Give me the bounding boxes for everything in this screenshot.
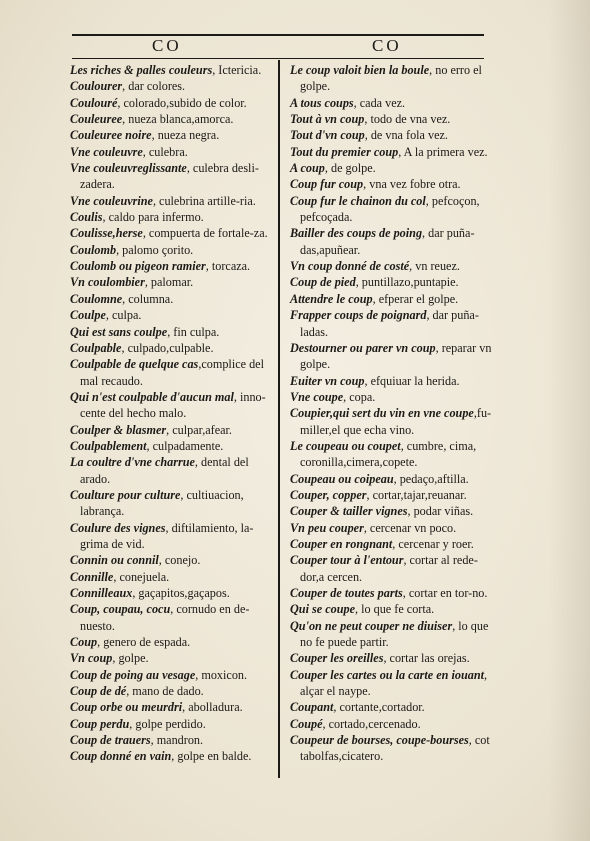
entry-gloss: , nueza blanca,amorca. (122, 112, 234, 127)
entry-headword: Attendre le coup (290, 291, 373, 306)
dictionary-entry (70, 209, 274, 225)
dictionary-entry (290, 536, 492, 552)
entry-gloss: , cercenar vn poco. (363, 520, 457, 535)
dictionary-entry (70, 634, 274, 650)
entry-headword: A tous coups (290, 95, 354, 110)
dictionary-entry (70, 160, 274, 193)
entry-gloss: , dar puña-das,apuñear. (300, 226, 475, 257)
entry-headword: Coulouré (70, 95, 118, 110)
entry-headword: Connin ou connil (70, 553, 159, 568)
entry-headword: Coupé (290, 716, 323, 731)
entry-headword: Vn coup (70, 651, 113, 666)
dictionary-entry (290, 307, 492, 340)
dictionary-entry (290, 552, 492, 585)
dictionary-entry (70, 242, 274, 258)
entry-headword: Vn peu couper (290, 520, 364, 535)
entry-gloss: , golpe perdido. (129, 716, 206, 731)
dictionary-entry (70, 552, 274, 568)
entry-gloss: , alçar el naype. (300, 667, 488, 699)
dictionary-entry (70, 127, 274, 143)
entry-headword: Couper, copper (290, 487, 367, 502)
entry-headword: Coup fur le chainon du col (290, 193, 426, 208)
entry-headword: Vne couleuvreglissante (70, 161, 187, 176)
entry-gloss: , cortar en tor-no. (402, 586, 488, 600)
dictionary-entry (290, 699, 492, 715)
entry-headword: A coup (290, 161, 325, 176)
dictionary-entry (290, 127, 492, 143)
entry-gloss: , puntillazo,puntapie. (355, 275, 459, 290)
entry-gloss: , A la primera vez. (398, 144, 488, 159)
entry-gloss: , cortar,tajar,reuanar. (366, 487, 467, 502)
entry-gloss: , cumbre, cima, coronilla,cimera,copete. (300, 438, 477, 470)
entry-gloss: , efquiuar la herida. (364, 373, 460, 388)
entry-gloss: , cercenar y roer. (392, 536, 474, 551)
entry-gloss: , conejo. (158, 553, 201, 568)
entry-headword: Qu'on ne peut couper ne diuiser (290, 618, 453, 633)
entry-gloss: , abolladura. (182, 700, 243, 715)
entry-gloss: , cortado,cercenado. (322, 716, 421, 731)
dictionary-entry (290, 274, 492, 290)
dictionary-entry (290, 438, 492, 471)
entry-headword: Coulper & blasmer (70, 422, 167, 437)
entry-headword: Coulisse,herse (70, 226, 143, 241)
entry-gloss: , copa. (343, 389, 376, 404)
entry-gloss: , palomo çorito. (116, 242, 194, 257)
entry-headword: Connille (70, 569, 114, 584)
entry-gloss: , culebrina artille-ria. (152, 193, 256, 208)
dictionary-entry (70, 62, 274, 78)
dictionary-entry (70, 454, 274, 487)
entry-headword: Coup de pied (290, 275, 356, 290)
entry-headword: Connilleaux (70, 586, 133, 600)
dictionary-entry (290, 62, 492, 95)
entry-gloss: , colorado,subido de color. (117, 95, 247, 110)
dictionary-entry (290, 487, 492, 503)
dictionary-entry (70, 274, 274, 290)
entry-gloss: , palomar. (144, 275, 194, 290)
entry-gloss: , torcaza. (205, 259, 251, 274)
entry-headword: Couper les cartes ou la carte en iouant (290, 667, 484, 682)
entry-gloss: , moxicon. (195, 667, 248, 682)
entry-gloss: ,fu-miller,el que echa vino. (300, 406, 492, 437)
entry-headword: Tout à vn coup (290, 112, 365, 127)
entry-headword: Vne couleuvre (70, 144, 143, 159)
dictionary-entry (290, 160, 492, 176)
entry-headword: Les riches & palles couleurs (70, 63, 213, 77)
dictionary-entry (70, 225, 274, 241)
entry-headword: Couper & tailler vignes (290, 504, 408, 519)
dictionary-entry (70, 324, 274, 340)
dictionary-entry (70, 601, 274, 634)
dictionary-entry (290, 520, 492, 536)
entry-gloss: , Ictericia. (212, 63, 262, 77)
entry-gloss: , mano de dado. (126, 684, 204, 699)
entry-headword: Coulture pour culture (70, 487, 181, 502)
dictionary-entry (290, 716, 492, 732)
dictionary-entry (70, 438, 274, 454)
entry-headword: Coup de dé (70, 684, 127, 699)
dictionary-entry (70, 307, 274, 323)
entry-headword: Couper en rongnant (290, 536, 393, 551)
entry-gloss: , cortante,cortador. (333, 700, 425, 715)
entry-gloss: , culebra desli-zadera. (80, 161, 259, 192)
entry-headword: Coup de trauers (70, 733, 151, 748)
entry-gloss: , reparar vn golpe. (300, 340, 492, 372)
entry-headword: Coulourer (70, 79, 123, 94)
entry-headword: Coup perdu (70, 716, 130, 731)
entry-gloss: , gaçapitos,gaçapos. (132, 586, 230, 600)
entry-gloss: , pedaço,aftilla. (393, 471, 469, 486)
entry-headword: Coup orbe ou meurdri (70, 700, 183, 715)
dictionary-entry (70, 356, 274, 389)
dictionary-entry (70, 144, 274, 160)
entry-headword: Bailler des coups de poing (290, 226, 423, 241)
entry-headword: Coup, coupau, cocu (70, 602, 171, 617)
entry-headword: Coulis (70, 210, 103, 225)
entry-headword: Coulomb (70, 242, 117, 257)
dictionary-entry (70, 716, 274, 732)
dictionary-entry (70, 487, 274, 520)
dictionary-entry (290, 373, 492, 389)
entry-gloss: , compuerta de fortale-za. (142, 226, 268, 241)
entry-gloss: , vn reuez. (409, 259, 460, 274)
dictionary-entry (70, 340, 274, 356)
entry-headword: Coulomb ou pigeon ramier (70, 259, 206, 274)
dictionary-entry (70, 699, 274, 715)
entry-headword: Coup donné en vain (70, 749, 172, 764)
entry-gloss: , inno-cente del hecho malo. (80, 389, 266, 421)
dictionary-entry (70, 291, 274, 307)
dictionary-entry (70, 683, 274, 699)
entry-gloss: , pefcoçon, pefcoçada. (300, 193, 480, 225)
entry-gloss: , cada vez. (353, 95, 406, 110)
entry-headword: Couleuree noire (70, 128, 152, 143)
page-edge-shadow (548, 0, 590, 841)
entry-headword: Coup fur coup (290, 177, 364, 192)
dictionary-entry (290, 258, 492, 274)
entry-gloss: , fin culpa. (167, 324, 220, 339)
entry-headword: Tout du premier coup (290, 144, 399, 159)
entry-gloss: , podar viñas. (407, 504, 474, 519)
entry-gloss: , lo que fe corta. (355, 602, 435, 617)
dictionary-entry (290, 618, 492, 651)
dictionary-entry (290, 340, 492, 373)
entry-headword: Coulomne (70, 291, 123, 306)
dictionary-entry (70, 111, 274, 127)
entry-headword: Coupier,qui sert du vin en vne coupe (290, 406, 474, 421)
dictionary-entry (70, 650, 274, 666)
entry-gloss: , vna vez fobre otra. (363, 177, 461, 192)
dictionary-entry (290, 389, 492, 405)
entry-headword: Coupant (290, 700, 334, 715)
dictionary-entry (70, 193, 274, 209)
dictionary-entry (290, 601, 492, 617)
entry-gloss: , dar colores. (122, 79, 186, 94)
dictionary-entry (290, 95, 492, 111)
entry-gloss: , dental del arado. (80, 455, 249, 486)
entry-headword: La coultre d'vne charrue (70, 455, 195, 470)
entry-gloss: ,complice del mal recaudo. (80, 357, 264, 388)
dictionary-entry (70, 569, 274, 585)
entry-gloss: , no erro el golpe. (300, 63, 482, 94)
entry-headword: Coup (70, 635, 98, 650)
dictionary-entry (290, 667, 492, 700)
entry-headword: Vne couleuvrine (70, 193, 153, 208)
entry-headword: Coulpable (70, 340, 122, 355)
left-running-head: CO (152, 36, 182, 55)
entry-headword: Coup de poing au vesage (70, 667, 196, 682)
entry-headword: Coupeur de bourses, coupe-bourses (290, 733, 469, 748)
right-column (290, 62, 492, 765)
dictionary-entry (290, 144, 492, 160)
entry-headword: Coulpe (70, 308, 106, 323)
entry-headword: Couper de toutes parts (290, 586, 403, 600)
dictionary-entry (70, 748, 274, 764)
entry-headword: Couleuree (70, 112, 123, 127)
dictionary-entry (290, 291, 492, 307)
entry-gloss: , cultiuacion, labrança. (80, 487, 244, 519)
dictionary-entry (290, 193, 492, 226)
entry-headword: Destourner ou parer vn coup (290, 340, 436, 355)
entry-gloss: , diftilamiento, la-grima de vid. (80, 520, 254, 551)
dictionary-entry (290, 650, 492, 666)
dictionary-entry (70, 667, 274, 683)
entry-gloss: , de golpe. (324, 161, 376, 176)
entry-headword: Couper les oreilles (290, 651, 384, 666)
entry-headword: Le coup valoit bien la boule (290, 63, 430, 77)
entry-gloss: , culebra. (142, 144, 188, 159)
entry-gloss: , cot tabolfas,cicatero. (300, 733, 490, 764)
entry-headword: Couper tour à l'entour (290, 553, 404, 568)
dictionary-entry (290, 225, 492, 258)
entry-gloss: , cornudo en de-nuesto. (80, 602, 250, 633)
entry-gloss: , lo que no fe puede partir. (300, 618, 489, 650)
entry-headword: Coulure des vignes (70, 520, 166, 535)
dictionary-entry (70, 95, 274, 111)
dictionary-entry (290, 503, 492, 519)
entry-headword: Vn coup donné de costé (290, 259, 410, 274)
dictionary-entry (70, 585, 274, 601)
entry-headword: Tout d'vn coup (290, 128, 365, 143)
entry-gloss: , efperar el golpe. (372, 291, 459, 306)
dictionary-entry (290, 585, 492, 601)
entry-headword: Euiter vn coup (290, 373, 365, 388)
dictionary-entry (70, 78, 274, 94)
dictionary-entry (70, 258, 274, 274)
entry-headword: Qui n'est coulpable d'aucun mal (70, 389, 234, 404)
entry-headword: Le coupeau ou coupet (290, 438, 401, 453)
header-rule (72, 58, 484, 59)
dictionary-entry (290, 111, 492, 127)
entry-gloss: , de vna fola vez. (364, 128, 448, 143)
entry-headword: Qui se coupe (290, 602, 355, 617)
entry-gloss: , mandron. (150, 733, 204, 748)
left-column (70, 62, 274, 765)
dictionary-entry (70, 520, 274, 553)
entry-gloss: , golpe. (112, 651, 149, 666)
entry-gloss: , culpar,afear. (166, 422, 232, 437)
top-rule (72, 34, 484, 36)
entry-headword: Coulpable de quelque cas (70, 357, 199, 372)
dictionary-entry (70, 389, 274, 422)
entry-headword: Qui est sans coulpe (70, 324, 168, 339)
entry-gloss: , culpado,culpable. (121, 340, 214, 355)
entry-gloss: , culpa. (105, 308, 142, 323)
dictionary-entry (290, 405, 492, 438)
entry-gloss: , golpe en balde. (171, 749, 252, 764)
entry-gloss: , columna. (122, 291, 174, 306)
entry-headword: Vn coulombier (70, 275, 145, 290)
dictionary-entry (290, 471, 492, 487)
entry-gloss: , dar puña-ladas. (300, 308, 479, 339)
entry-gloss: , conejuela. (113, 569, 170, 584)
right-running-head: CO (372, 36, 402, 55)
dictionary-entry (70, 732, 274, 748)
dictionary-entry (290, 176, 492, 192)
entry-headword: Coupeau ou coipeau (290, 471, 394, 486)
entry-headword: Frapper coups de poignard (290, 308, 427, 323)
entry-gloss: , culpadamente. (146, 438, 224, 453)
entry-gloss: , todo de vna vez. (364, 112, 451, 127)
entry-headword: Vne coupe (290, 389, 344, 404)
entry-gloss: , genero de espada. (97, 635, 191, 650)
entry-gloss: , cortar al rede-dor,a cercen. (300, 553, 478, 584)
dictionary-entry (70, 422, 274, 438)
column-divider (278, 60, 280, 778)
entry-gloss: , nueza negra. (151, 128, 220, 143)
entry-headword: Coulpablement (70, 438, 147, 453)
entry-gloss: , caldo para infermo. (102, 210, 204, 225)
dictionary-entry (290, 732, 492, 765)
entry-gloss: , cortar las orejas. (383, 651, 470, 666)
